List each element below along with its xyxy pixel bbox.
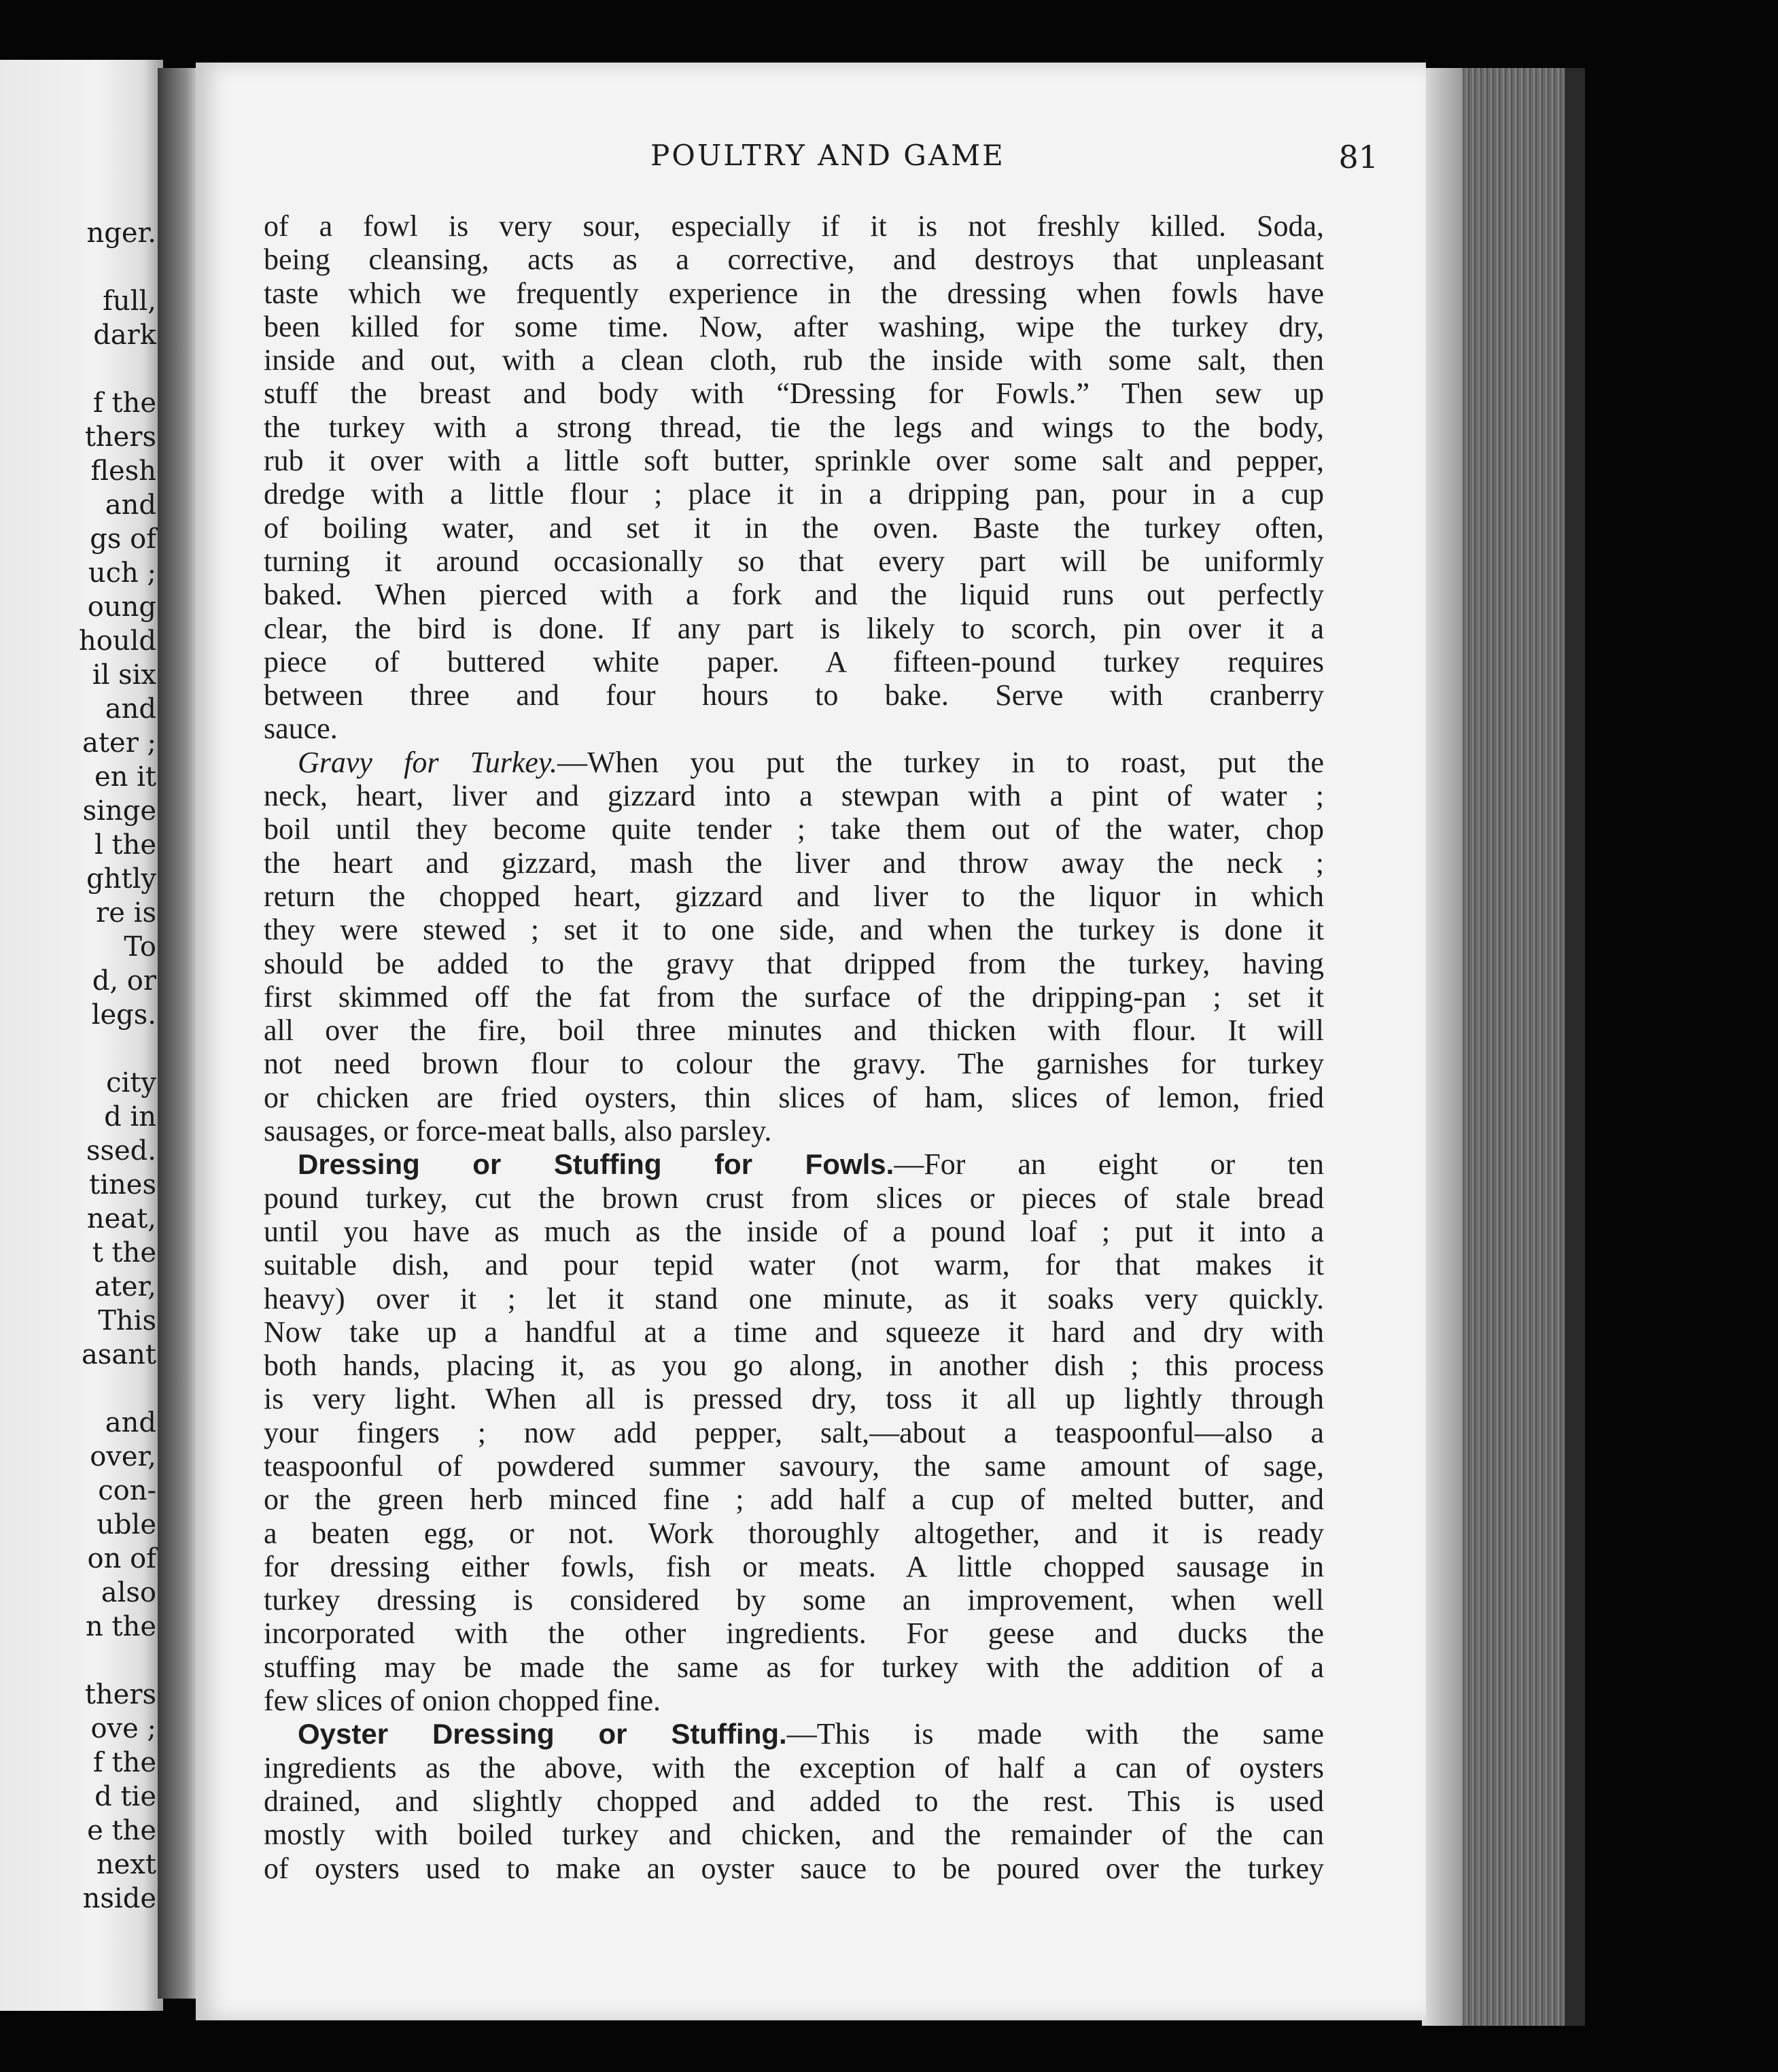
left-page-line: gs of [90,523,156,555]
left-page-line: re is [96,897,156,929]
text-line: —For an eight or ten [894,1147,1324,1181]
left-page-line: ssed. [86,1135,156,1167]
text-line: heavy) over it ; let it stand one minute, as it soaks very quickly. [264,1281,1324,1315]
left-page-line: also [101,1577,156,1608]
text-line: should be added to the gravy that dripped from the turkey, having [264,946,1324,980]
paragraph-oyster-dressing [264,1717,1324,1884]
text-line: until you have as much as the inside of a pound loaf ; put it into a [264,1214,1324,1248]
text-line: is very light. When all is pressed dry, toss it all up lightly through [264,1382,1324,1416]
text-line: the turkey with a strong thread, tie the legs and wings to the body, [264,410,1324,444]
text-line: been killed for some time. Now, after washing, wipe the turkey dry, [264,309,1324,343]
text-line: suitable dish, and pour tepid water (not warm, for that makes it [264,1248,1324,1282]
text-line: stuffing may be made the same as for turkey with the addition of a [264,1650,1324,1684]
text-line: for dressing either fowls, fish or meats. A little chopped sausage in [264,1549,1324,1583]
page-edge-highlight [1422,68,1463,2026]
left-page-line: ghtly [86,863,156,895]
text-line: turkey dressing is considered by some an improvement, when well [264,1583,1324,1617]
left-page-line: asant [81,1339,156,1370]
left-page-line: ater ; [82,727,156,759]
text-line: turning it around occasionally so that every part will be uniformly [264,544,1324,578]
left-page-line: on of [87,1543,156,1574]
text-line: —This is made with the same [786,1717,1324,1751]
text-line: between three and four hours to bake. Serve with cranberry [264,678,1324,712]
page-edges [1422,68,1585,2026]
left-page-line: con- [98,1475,156,1506]
text-line: of a fowl is very sour, especially if it is not freshly killed. Soda, [264,209,1324,243]
left-page-fragment [0,60,163,2011]
left-page-line: and [105,1407,156,1438]
left-page-line: To [124,931,156,963]
left-page-line: ater, [94,1271,156,1302]
left-page-line: full, [103,286,156,317]
text-line: first skimmed off the fat from the surface of the dripping-pan ; set it [264,980,1324,1014]
paragraph-first-line [264,1717,1324,1750]
left-page-line: d, or [92,965,156,997]
body-text [264,209,1324,1885]
left-page-line: d tie [94,1781,156,1812]
left-page-line: tines [89,1169,156,1201]
text-line: not need brown flour to colour the gravy. The garnishes for turkey [264,1047,1324,1081]
page-edge-shadow [1565,68,1585,2026]
paragraph-first-line [264,1147,1324,1181]
left-page-line: next [96,1849,156,1880]
text-line: taste which we frequently experience in the dressing when fowls have [264,276,1324,310]
left-page-line: uble [97,1509,156,1540]
text-line: baked. When pierced with a fork and the liquid runs out perfectly [264,578,1324,612]
left-page-line [0,250,156,284]
left-page-line: over, [90,1441,156,1472]
left-page-line: and [105,489,156,521]
left-page-line: thers [84,1679,156,1710]
text-line: both hands, placing it, as you go along, in another dish ; this process [264,1349,1324,1383]
section-heading: Dressing or Stuffing for Fowls. [298,1148,894,1181]
left-page-line: n the [86,1611,156,1642]
left-page-line: neat, [86,1203,156,1234]
text-line: inside and out, with a clean cloth, rub the inside with some salt, then [264,343,1324,377]
left-page-line: en it [94,761,156,793]
text-line: dredge with a little flour ; place it in a dripping pan, pour in a cup [264,477,1324,511]
text-line: or the green herb minced fine ; add half a cup of melted butter, and [264,1483,1324,1517]
text-line: pound turkey, cut the brown crust from slices or pieces of stale bread [264,1181,1324,1215]
text-line: clear, the bird is done. If any part is likely to scorch, pin over it a [264,611,1324,645]
text-line: your fingers ; now add pepper, salt,—about a teaspoonful—also a [264,1415,1324,1449]
text-line: drained, and slightly chopped and added to the rest. This is used [264,1784,1324,1818]
left-page-line: t the [92,1237,156,1268]
paragraph-first-line [264,746,1324,779]
left-page-line: il six [92,659,156,691]
text-line: being cleansing, acts as a corrective, and destroys that unpleasant [264,243,1324,277]
text-line: boil until they become quite tender ; take them out of the water, chop [264,812,1324,846]
text-line: ingredients as the above, with the exception of half a can of oysters [264,1750,1324,1784]
left-page-line: and [105,693,156,725]
section-heading: Gravy for Turkey. [298,745,557,779]
paragraph-dressing-for-fowls [264,1147,1324,1717]
left-page-line [0,1372,156,1406]
left-page-line: thers [84,421,156,453]
text-line: mostly with boiled turkey and chicken, and the remainder of the can [264,1818,1324,1852]
text-line: of boiling water, and set it in the oven. Baste the turkey often, [264,511,1324,545]
text-line: the heart and gizzard, mash the liver and throw away the neck ; [264,846,1324,880]
left-page-line [0,352,156,386]
main-page [196,63,1426,2020]
left-page-line: flesh [90,455,156,487]
paragraph-roast-turkey [264,209,1324,746]
text-line: a beaten egg, or not. Work thoroughly altogether, and it is ready [264,1516,1324,1550]
section-heading: Oyster Dressing or Stuffing. [298,1718,787,1750]
text-line: Now take up a handful at a time and squeeze it hard and dry with [264,1315,1324,1349]
left-page-text [0,216,156,1916]
page-header [277,139,1378,179]
text-line: sausages, or force-meat balls, also parsley. [264,1114,772,1148]
text-line: return the chopped heart, gizzard and liver to the liquor in which [264,879,1324,913]
left-page-line: f the [92,1747,156,1778]
left-page-line [0,1644,156,1678]
left-page-line: hould [78,625,156,657]
left-page-line: This [98,1305,156,1336]
left-page-line: oung [87,591,156,623]
text-line: rub it over with a little soft butter, sprinkle over some salt and pepper, [264,444,1324,478]
left-page-line: nger. [86,218,156,249]
text-line: neck, heart, liver and gizzard into a stewpan with a pint of water ; [264,779,1324,813]
text-line: piece of buttered white paper. A fifteen-pound turkey requires [264,644,1324,678]
text-line: stuff the breast and body with “Dressing for Fowls.” Then sew up [264,377,1324,411]
text-line: incorporated with the other ingredients. For geese and ducks the [264,1617,1324,1651]
running-head: POULTRY AND GAME [650,139,1005,172]
left-page-line: f the [92,387,156,419]
text-line: all over the fire, boil three minutes and thicken with flour. It will [264,1014,1324,1048]
text-line: or chicken are fried oysters, thin slices of ham, slices of lemon, fried [264,1080,1324,1114]
left-page-line: city [106,1067,156,1099]
left-page-line: singe [82,795,156,827]
left-page-line: uch ; [88,557,156,589]
book-gutter [158,68,198,1999]
text-line: —When you put the turkey in to roast, put the [557,745,1324,779]
left-page-line: legs. [91,999,156,1031]
left-page-line: nside [82,1883,156,1914]
paragraph-gravy-for-turkey [264,746,1324,1148]
text-line: teaspoonful of powdered summer savoury, the same amount of sage, [264,1449,1324,1483]
text-line: sauce. [264,712,338,746]
text-line: they were stewed ; set it to one side, and when the turkey is done it [264,913,1324,947]
left-page-line: l the [94,829,156,861]
text-line: few slices of onion chopped fine. [264,1684,661,1718]
left-page-line: d in [104,1101,156,1133]
left-page-line: e the [87,1815,156,1846]
left-page-line: ove ; [90,1713,156,1744]
left-page-line [0,1032,156,1066]
text-line: of oysters used to make an oyster sauce to be poured over the turkey [264,1851,1324,1885]
page-number: 81 [1338,139,1378,175]
left-page-line: dark [93,320,156,351]
